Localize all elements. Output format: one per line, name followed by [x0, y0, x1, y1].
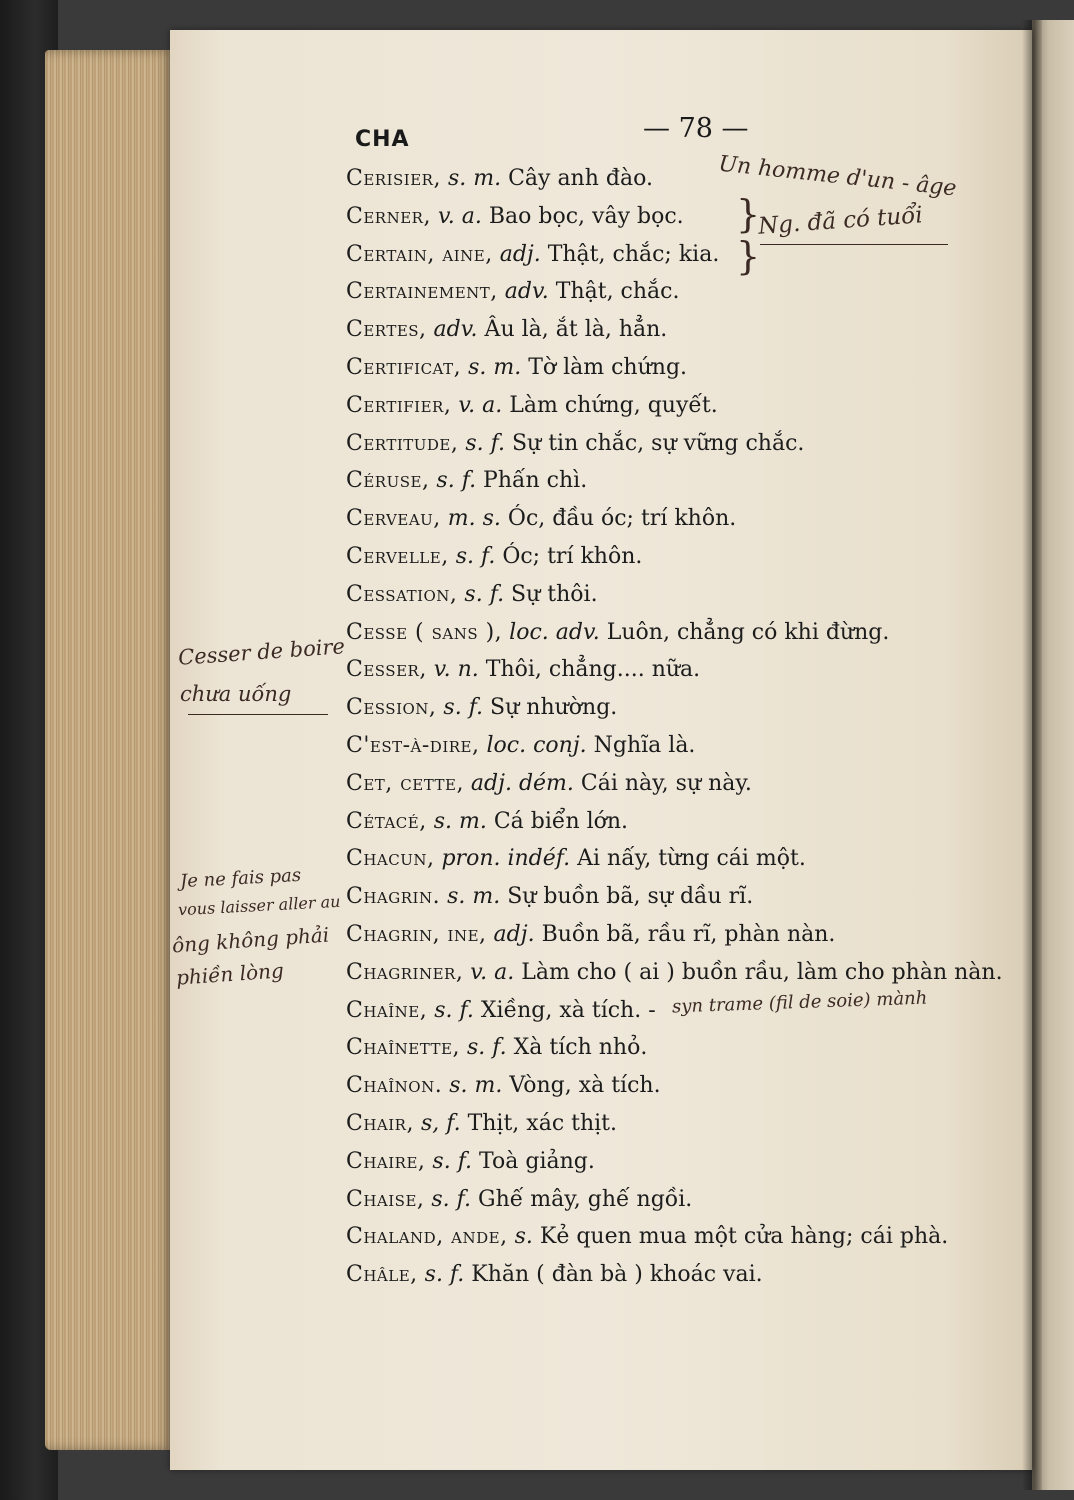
entry-definition: Ghế mây, ghế ngồi.	[471, 1186, 693, 1212]
entry-headword: Cervelle,	[346, 543, 449, 569]
dictionary-entry	[346, 538, 1026, 576]
entry-definition: Cái này, sự này.	[573, 770, 752, 796]
dictionary-entry	[346, 1143, 1026, 1181]
entry-headword: Certificat,	[346, 354, 462, 380]
dictionary-entry	[346, 651, 1026, 689]
entry-grammar: s.	[507, 1224, 533, 1250]
entry-headword: Certifier,	[346, 392, 452, 418]
handwritten-note: Cesser de boire	[177, 634, 346, 670]
entry-grammar: s. m.	[442, 1073, 503, 1099]
entry-definition: Sự nhường.	[483, 695, 618, 721]
entry-definition: Thật, chắc; kia.	[540, 241, 720, 267]
entry-definition: Xà tích nhỏ.	[506, 1035, 648, 1061]
handwritten-note: ông không phải	[171, 922, 330, 958]
entry-headword: Certes,	[346, 317, 427, 343]
entry-headword: Chacun,	[346, 846, 435, 872]
entry-definition: Làm cho ( ai ) buồn rầu, làm cho phàn nàn.	[514, 959, 1003, 985]
entry-grammar: s. f.	[429, 468, 477, 494]
dictionary-entry	[346, 689, 1026, 727]
entry-headword: Certitude,	[346, 430, 459, 456]
page-header	[355, 113, 775, 153]
entry-headword: Cessation,	[346, 581, 458, 607]
dictionary-entry	[346, 236, 1026, 274]
dictionary-entry	[346, 954, 1026, 992]
note-underline	[760, 244, 948, 245]
entry-definition: Toà giảng.	[472, 1148, 595, 1174]
entry-grammar: pron. indéf.	[434, 846, 571, 872]
entry-headword: Cerisier,	[346, 166, 441, 191]
handwritten-note: syn trame (fil de soie) mành	[671, 987, 928, 1018]
entry-definition: Sự tin chắc, sự vững chắc.	[504, 430, 805, 456]
bracket-mark: }	[736, 192, 761, 236]
entry-definition: Ai nấy, từng cái một.	[570, 846, 806, 872]
dictionary-entry	[346, 311, 1026, 349]
entry-definition: Nghĩa là.	[586, 732, 696, 758]
entry-grammar: v. n.	[426, 657, 479, 683]
bracket-mark: }	[736, 234, 761, 278]
handwritten-note: vous laisser aller au	[177, 891, 341, 920]
handwritten-note: chưa uống	[180, 682, 292, 706]
handwritten-note: Un homme d'un - âge	[717, 151, 958, 202]
dictionary-entry	[346, 916, 1026, 954]
entry-definition: Óc; trí khôn.	[495, 543, 643, 569]
entry-grammar: adj. dém.	[463, 770, 574, 796]
entry-grammar: s. f.	[459, 1035, 507, 1061]
entry-grammar: m. s.	[440, 506, 501, 532]
entry-definition: Xiềng, xà tích. -	[473, 997, 656, 1023]
entry-grammar: s. f.	[457, 581, 505, 607]
dictionary-entry	[346, 1256, 1026, 1294]
dictionary-entry	[346, 1105, 1026, 1143]
entry-grammar: s. f.	[436, 695, 484, 721]
entry-definition: Cá biển lớn.	[486, 808, 629, 834]
entry-definition: Thật, chắc.	[548, 279, 680, 305]
entry-grammar: s, f.	[413, 1110, 461, 1136]
entry-definition: Sự thôi.	[504, 581, 598, 607]
entry-definition: Tờ làm chứng.	[521, 354, 688, 380]
entry-headword: Chaise,	[346, 1186, 425, 1212]
entry-headword: Certainement,	[346, 279, 498, 305]
handwritten-note: Je ne fais pas	[179, 864, 302, 893]
entry-headword: Cesser,	[346, 657, 427, 683]
entry-headword: C'est-à-dire,	[346, 732, 480, 758]
entry-headword: Chaland, ande,	[346, 1224, 508, 1250]
entry-grammar: s. f.	[425, 1148, 473, 1174]
entry-grammar: s. f.	[448, 543, 496, 569]
dictionary-entry	[346, 840, 1026, 878]
entry-definition: Bao bọc, vây bọc.	[481, 203, 684, 229]
entry-definition: Thôi, chẳng.... nữa.	[478, 657, 701, 683]
entry-headword: Chagrin.	[346, 884, 441, 910]
dictionary-entry	[346, 765, 1026, 803]
entry-definition: Phấn chì.	[476, 468, 588, 494]
entry-headword: Cétacé,	[346, 808, 427, 834]
entry-headword: Céruse,	[346, 468, 430, 494]
entry-definition: Sự buồn bã, sự dầu rĩ.	[500, 884, 754, 910]
dictionary-entry	[346, 425, 1026, 463]
entry-grammar: s. f.	[417, 1262, 465, 1288]
entry-grammar: v. a.	[430, 203, 482, 229]
entry-headword: Cerveau,	[346, 506, 441, 532]
entry-headword: Chair,	[346, 1110, 414, 1136]
section-label: CHA	[355, 127, 410, 152]
page-edges	[45, 50, 173, 1450]
entry-definition: Khăn ( đàn bà ) khoác vai.	[464, 1262, 763, 1288]
entry-grammar: s. m.	[461, 354, 522, 380]
entry-headword: Cesse ( sans ),	[346, 619, 503, 645]
dictionary-entry	[346, 1218, 1026, 1256]
dictionary-entry	[346, 273, 1026, 311]
entry-grammar: adv.	[497, 279, 549, 305]
dictionary-entry	[346, 727, 1026, 765]
note-underline	[188, 714, 328, 715]
dictionary-entry	[346, 198, 1026, 236]
entry-grammar: adj.	[492, 241, 541, 267]
entry-grammar: s. m.	[440, 166, 502, 191]
entry-grammar: s. f.	[424, 1186, 472, 1212]
dictionary-entry	[346, 576, 1026, 614]
entry-grammar: s. m.	[440, 884, 501, 910]
entry-definition: Âu là, ắt là, hẳn.	[477, 317, 668, 343]
dictionary-entry	[346, 878, 1026, 916]
entry-definition: Kẻ quen mua một cửa hàng; cái phà.	[532, 1224, 949, 1250]
dictionary-entry	[346, 1181, 1026, 1219]
entry-definition: Luôn, chẳng có khi đừng.	[599, 619, 890, 645]
entry-grammar: v. a.	[463, 959, 515, 985]
entry-definition: Buồn bã, rầu rĩ, phàn nàn.	[534, 921, 836, 947]
entry-grammar: s. m.	[426, 808, 487, 834]
entry-headword: Chaire,	[346, 1148, 426, 1174]
dictionary-entry	[346, 614, 1026, 652]
entry-grammar: loc. adv.	[502, 619, 600, 645]
entry-headword: Chaîne,	[346, 997, 428, 1023]
entry-headword: Certain, aine,	[346, 241, 493, 267]
entry-grammar: s. f.	[427, 997, 474, 1023]
dictionary-entry	[346, 1029, 1026, 1067]
entry-grammar: adj.	[486, 921, 535, 947]
entry-headword: Cession,	[346, 695, 437, 721]
entry-definition: Thịt, xác thịt.	[460, 1110, 618, 1136]
entry-headword: Chaînette,	[346, 1035, 460, 1061]
entry-headword: Cet, cette,	[346, 770, 464, 796]
entry-definition: Vòng, xà tích.	[502, 1073, 661, 1099]
page-number: — 78 —	[643, 113, 749, 144]
entry-definition: Óc, đầu óc; trí khôn.	[500, 506, 737, 532]
entry-grammar: v. a.	[451, 392, 503, 418]
dictionary-entry	[346, 500, 1026, 538]
entry-grammar: adv.	[426, 317, 478, 343]
dictionary-entry	[346, 462, 1026, 500]
entry-headword: Cerner,	[346, 203, 431, 229]
handwritten-note: phiền lòng	[175, 958, 285, 990]
entry-headword: Châle,	[346, 1262, 418, 1288]
entry-definition: Cây anh đào.	[501, 166, 653, 191]
entry-headword: Chagriner,	[346, 959, 464, 985]
entry-grammar: loc. conj.	[479, 732, 587, 758]
dictionary-entry	[346, 349, 1026, 387]
dictionary-entry	[346, 803, 1026, 841]
entry-definition: Làm chứng, quyết.	[502, 392, 718, 418]
handwritten-note: Ng. đã có tuổi	[757, 202, 924, 240]
entry-grammar: s. f.	[458, 430, 505, 456]
entry-headword: Chaînon.	[346, 1073, 443, 1099]
entry-list	[346, 160, 1026, 1294]
dictionary-entry	[346, 1067, 1026, 1105]
dictionary-entry	[346, 387, 1026, 425]
entry-headword: Chagrin, ine,	[346, 921, 487, 947]
